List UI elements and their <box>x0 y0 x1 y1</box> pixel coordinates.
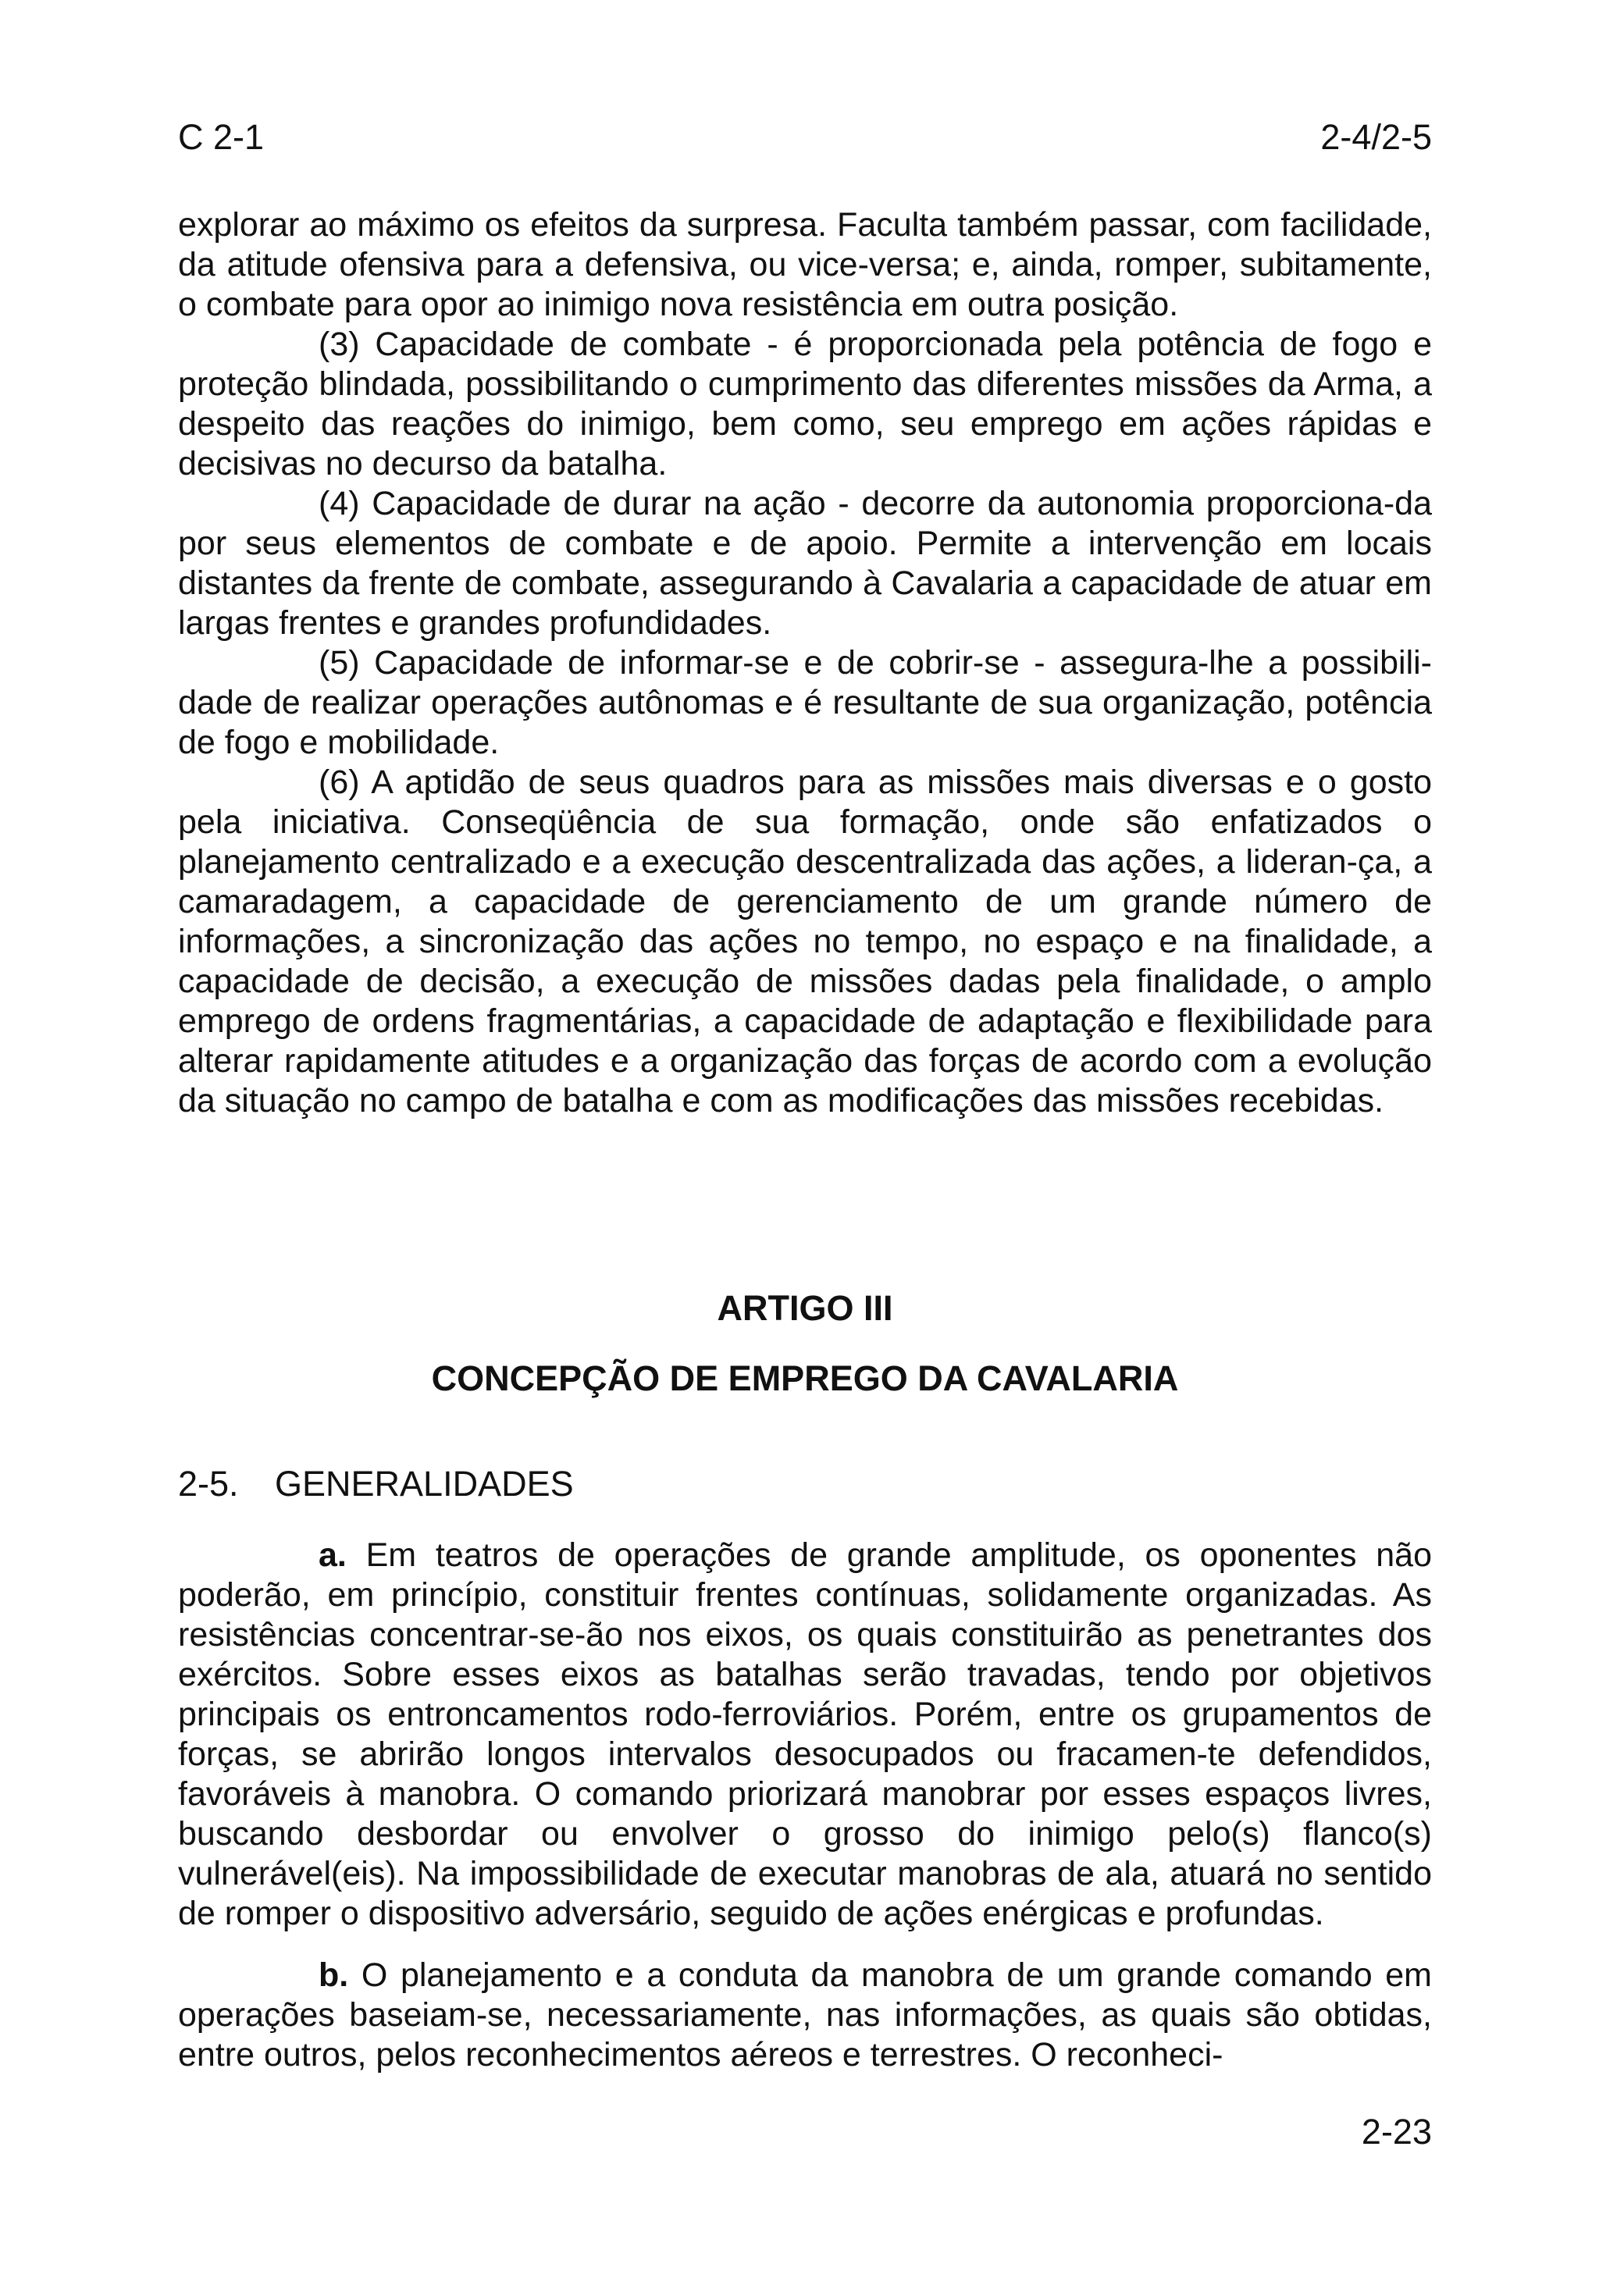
section-number: 2-5. <box>178 1464 239 1504</box>
paragraph-continued: explorar ao máximo os efeitos da surpresa. Faculta também passar, com facilidade, da atitude ofensiva para a defensiva, ou vice-versa; e, ainda, romper, subitamente, o combate para opor ao inimigo nova resistência em outra posição. <box>178 206 1432 323</box>
header-manual-code: C 2-1 <box>178 117 265 157</box>
article-title: ARTIGO III <box>717 1288 893 1328</box>
paragraph-a <box>178 1536 1432 1934</box>
paragraph-item-4: (4) Capacidade de durar na ação - decorre da autonomia proporciona-da por seus elementos de combate e de apoio. Permite a intervenção em locais distantes da frente de combate, assegurando à Cavalaria a capacidade de atuar em largas frentes e grandes profundidades. <box>178 485 1432 642</box>
paragraph-b-text: O planejamento e a conduta da manobra de um grande comando em operações baseiam-se, necessariamente, nas informações, as quais são obtidas, entre outros, pelos reconhecimentos aéreos e terrestres. O reconheci- <box>178 1956 1432 2074</box>
page-number: 2-23 <box>1361 2112 1432 2152</box>
section-title: GENERALIDADES <box>275 1464 574 1504</box>
paragraph-a-text: Em teatros de operações de grande amplitude, os oponentes não poderão, em princípio, constituir frentes contínuas, solidamente organizadas. As resistências concentrar-se-ão nos eixos, os quais constituirão as penetrantes dos exércitos. Sobre esses eixos as batalhas serão travadas, tendo por objetivos principais os entroncamentos rodo-ferroviários. Porém, entre os grupamentos de forças, se abrirão longos intervalos desocupados ou fracamen-te defendidos, favoráveis à manobra. O comando priorizará manobrar por esses espaços livres, buscando desbordar ou envolver o grosso do inimigo pelo(s) flanco(s) vulnerável(eis). Na impossibilidade de executar manobras de ala, atuará no sentido de romper o dispositivo adversário, seguido de ações enérgicas e profundas. <box>178 1536 1433 1932</box>
header-section-range: 2-4/2-5 <box>1320 117 1432 157</box>
article-subtitle: CONCEPÇÃO DE EMPREGO DA CAVALARIA <box>431 1358 1179 1398</box>
section-body <box>178 1536 1432 2075</box>
continuation-block <box>178 205 1432 1121</box>
paragraph-b-label: b. <box>319 1956 349 1994</box>
paragraph-item-6: (6) A aptidão de seus quadros para as missões mais diversas e o gosto pela iniciativa. Conseqüência de sua formação, onde são enfatizados o planejamento centralizado e a execução descentralizada das ações, a lideran-ça, a camaradagem, a capacidade de gerenciamento de um grande número de informações, a sincronização das ações no tempo, no espaço e na finalidade, a capacidade de decisão, a execução de missões dadas pela finalidade, o amplo emprego de ordens fragmentárias, a capacidade de adaptação e flexibilidade para alterar rapidamente atitudes e a organização das forças de acordo com a evolução da situação no campo de batalha e com as modificações das missões recebidas. <box>178 764 1432 1120</box>
paragraph-b <box>178 1956 1432 2075</box>
paragraph-a-label: a. <box>319 1536 347 1574</box>
paragraph-item-5: (5) Capacidade de informar-se e de cobrir-se - assegura-lhe a possibili-dade de realizar operações autônomas e é resultante de sua organização, potência de fogo e mobilidade. <box>178 644 1432 761</box>
paragraph-item-3: (3) Capacidade de combate - é proporcionada pela potência de fogo e proteção blindada, possibilitando o cumprimento das diferentes missões da Arma, a despeito das reações do inimigo, bem como, seu emprego em ações rápidas e decisivas no decurso da batalha. <box>178 326 1432 482</box>
section-heading <box>178 1464 574 1504</box>
